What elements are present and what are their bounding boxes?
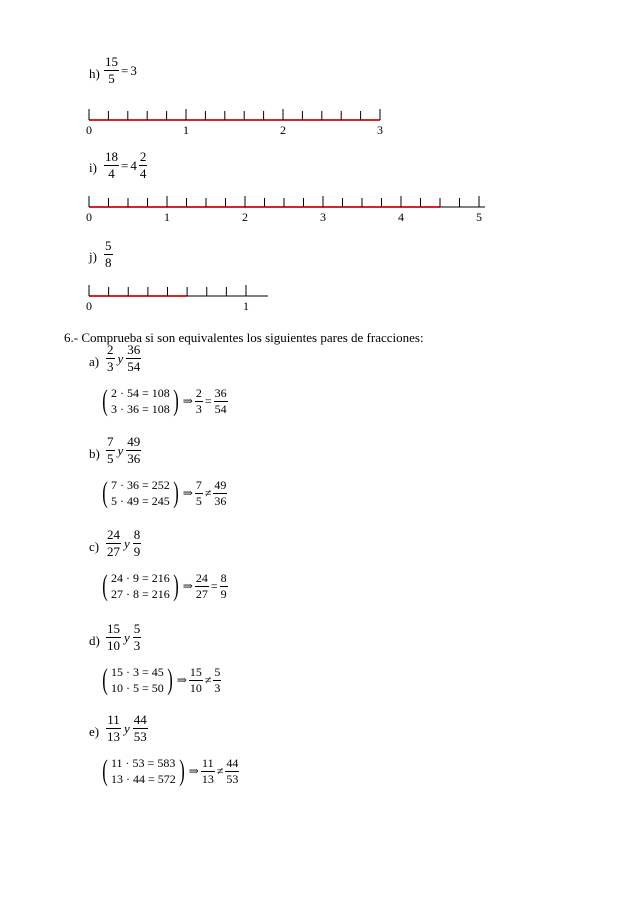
numerator: 44 (226, 756, 239, 771)
conjunction: y (124, 629, 130, 645)
pair-label: d) (89, 633, 100, 648)
product-line-1: 7 · 36 = 252 (111, 478, 170, 492)
fraction (104, 55, 119, 85)
denominator: 3 (107, 358, 114, 374)
products (110, 664, 165, 696)
implies-icon: ⇒ (182, 579, 193, 594)
denominator: 54 (127, 358, 141, 374)
relation-sign: = (210, 579, 218, 594)
pair-label: e) (89, 724, 100, 739)
product-line-2: 5 · 49 = 245 (111, 494, 170, 509)
fraction-2 (213, 666, 221, 694)
fraction-2 (225, 757, 239, 785)
denominator: 9 (133, 543, 141, 559)
relation-sign: ≠ (204, 673, 212, 688)
fraction-2 (133, 528, 142, 558)
denominator: 10 (189, 680, 202, 695)
conjunction: y (117, 442, 124, 458)
fraction-1 (195, 479, 203, 507)
item-h-equation (104, 55, 137, 85)
products (110, 477, 171, 509)
numerator: 36 (127, 342, 141, 357)
fraction-2 (126, 343, 141, 373)
conjunction: y (117, 350, 124, 366)
fraction-2 (133, 713, 148, 743)
numerator: 7 (107, 434, 114, 449)
fraction-part (139, 150, 148, 180)
pair-label: b) (89, 446, 100, 461)
product-line-1: 24 · 9 = 216 (111, 571, 170, 585)
fraction-pair (106, 343, 141, 373)
fraction-1 (201, 757, 215, 785)
item-h-label: h) (89, 66, 100, 81)
number-line-j (80, 281, 280, 311)
tick-label-5: 5 (476, 210, 482, 222)
numerator: 44 (133, 712, 147, 727)
conjunction: y (124, 535, 130, 551)
fraction (104, 150, 119, 180)
left-brace-icon: ( (102, 663, 108, 697)
cross-product-check (100, 385, 228, 417)
products (110, 385, 171, 417)
tick-label-3: 3 (377, 123, 383, 135)
product-line-1: 2 · 54 = 108 (111, 386, 170, 400)
fraction-1 (106, 622, 121, 652)
products (110, 570, 171, 602)
numerator: 2 (107, 342, 114, 357)
equals-sign: = (121, 157, 129, 173)
product-line-1: 11 · 53 = 583 (111, 756, 176, 770)
right-brace-icon: ) (179, 754, 185, 788)
numerator: 49 (127, 434, 141, 449)
product-line-2: 27 · 8 = 216 (111, 587, 170, 602)
relation-sign: ≠ (204, 486, 212, 501)
right-brace-icon: ) (173, 476, 179, 510)
product-line-2: 10 · 5 = 50 (111, 681, 164, 696)
left-brace-icon: ( (102, 476, 108, 510)
cross-product-check (100, 477, 227, 509)
tick-label-1: 1 (243, 299, 249, 311)
numerator: 11 (202, 756, 214, 771)
implies-icon: ⇒ (182, 486, 193, 501)
number-line-i (80, 192, 500, 222)
relation-sign: ≠ (216, 764, 224, 779)
implies-icon: ⇒ (176, 673, 187, 688)
fraction-pair (106, 528, 141, 558)
relation-sign: = (204, 394, 212, 409)
denominator: 9 (220, 586, 227, 601)
numerator: 2 (139, 149, 147, 164)
fraction-1 (195, 572, 209, 600)
numerator: 49 (214, 478, 227, 493)
fraction-2 (213, 479, 227, 507)
fraction-1 (195, 387, 203, 415)
item-j-equation (104, 239, 113, 269)
fraction-1 (106, 713, 121, 743)
denominator: 8 (105, 254, 112, 270)
implies-icon: ⇒ (188, 764, 199, 779)
fraction-2 (133, 622, 142, 652)
numerator: 5 (214, 665, 221, 680)
implies-icon: ⇒ (182, 394, 193, 409)
item-i-label: i) (89, 160, 97, 175)
tick-label-4: 4 (398, 210, 404, 222)
left-brace-icon: ( (102, 754, 108, 788)
numerator: 8 (220, 571, 227, 586)
numerator: 24 (107, 527, 120, 542)
denominator: 13 (201, 771, 214, 786)
products (110, 755, 177, 787)
denominator: 53 (226, 771, 239, 786)
denominator: 53 (133, 728, 147, 744)
fraction-pair (106, 713, 148, 743)
denominator: 13 (107, 728, 120, 744)
denominator: 3 (133, 637, 141, 653)
numerator: 15 (105, 54, 118, 69)
denominator: 5 (195, 493, 202, 508)
result: 3 (130, 62, 137, 78)
tick-label-0: 0 (86, 123, 92, 135)
numerator: 7 (195, 478, 202, 493)
equals-sign: = (121, 62, 129, 78)
tick-label-2: 2 (280, 123, 286, 135)
fraction-1 (106, 528, 121, 558)
denominator: 3 (214, 680, 221, 695)
fraction-2 (214, 387, 228, 415)
denominator: 4 (139, 165, 147, 181)
denominator: 10 (107, 637, 120, 653)
product-line-2: 13 · 44 = 572 (111, 772, 176, 787)
fraction-1 (106, 435, 115, 465)
item-i-equation (104, 150, 147, 180)
denominator: 27 (107, 543, 120, 559)
fraction (104, 239, 113, 269)
numerator: 18 (105, 149, 118, 164)
fraction-pair (106, 435, 141, 465)
numerator: 15 (107, 621, 120, 636)
cross-product-check (100, 570, 228, 602)
denominator: 54 (214, 401, 227, 416)
tick-label-2: 2 (242, 210, 248, 222)
denominator: 36 (214, 493, 227, 508)
numerator: 15 (189, 665, 202, 680)
pair-label: a) (89, 354, 100, 369)
denominator: 3 (195, 401, 202, 416)
fraction-pair (106, 622, 141, 652)
product-line-1: 15 · 3 = 45 (111, 665, 164, 679)
tick-label-1: 1 (183, 123, 189, 135)
product-line-2: 3 · 36 = 108 (111, 402, 170, 417)
fraction-2 (126, 435, 141, 465)
numerator: 24 (195, 571, 208, 586)
left-brace-icon: ( (102, 384, 108, 418)
whole-part: 4 (130, 157, 137, 173)
numerator: 8 (133, 527, 141, 542)
fraction-1 (189, 666, 203, 694)
denominator: 5 (107, 450, 114, 466)
denominator: 5 (108, 70, 115, 86)
pair-label: c) (89, 539, 100, 554)
numerator: 11 (107, 712, 120, 727)
numerator: 5 (133, 621, 141, 636)
cross-product-check (100, 755, 239, 787)
tick-label-0: 0 (86, 299, 92, 311)
denominator: 36 (127, 450, 141, 466)
exercise-6-title: 6.- Comprueba si son equivalentes los siguientes pares de fracciones: (64, 330, 424, 345)
item-j-label: j) (89, 249, 97, 264)
fraction-1 (106, 343, 115, 373)
cross-product-check (100, 664, 221, 696)
left-brace-icon: ( (102, 569, 108, 603)
tick-label-3: 3 (320, 210, 326, 222)
numerator: 5 (105, 238, 112, 253)
denominator: 27 (195, 586, 208, 601)
right-brace-icon: ) (173, 384, 179, 418)
right-brace-icon: ) (173, 569, 179, 603)
right-brace-icon: ) (167, 663, 173, 697)
number-line-h (80, 105, 400, 135)
tick-label-0: 0 (86, 210, 92, 222)
numerator: 36 (214, 386, 227, 401)
tick-label-1: 1 (164, 210, 170, 222)
denominator: 4 (108, 165, 115, 181)
fraction-2 (220, 572, 228, 600)
numerator: 2 (195, 386, 202, 401)
conjunction: y (124, 720, 130, 736)
